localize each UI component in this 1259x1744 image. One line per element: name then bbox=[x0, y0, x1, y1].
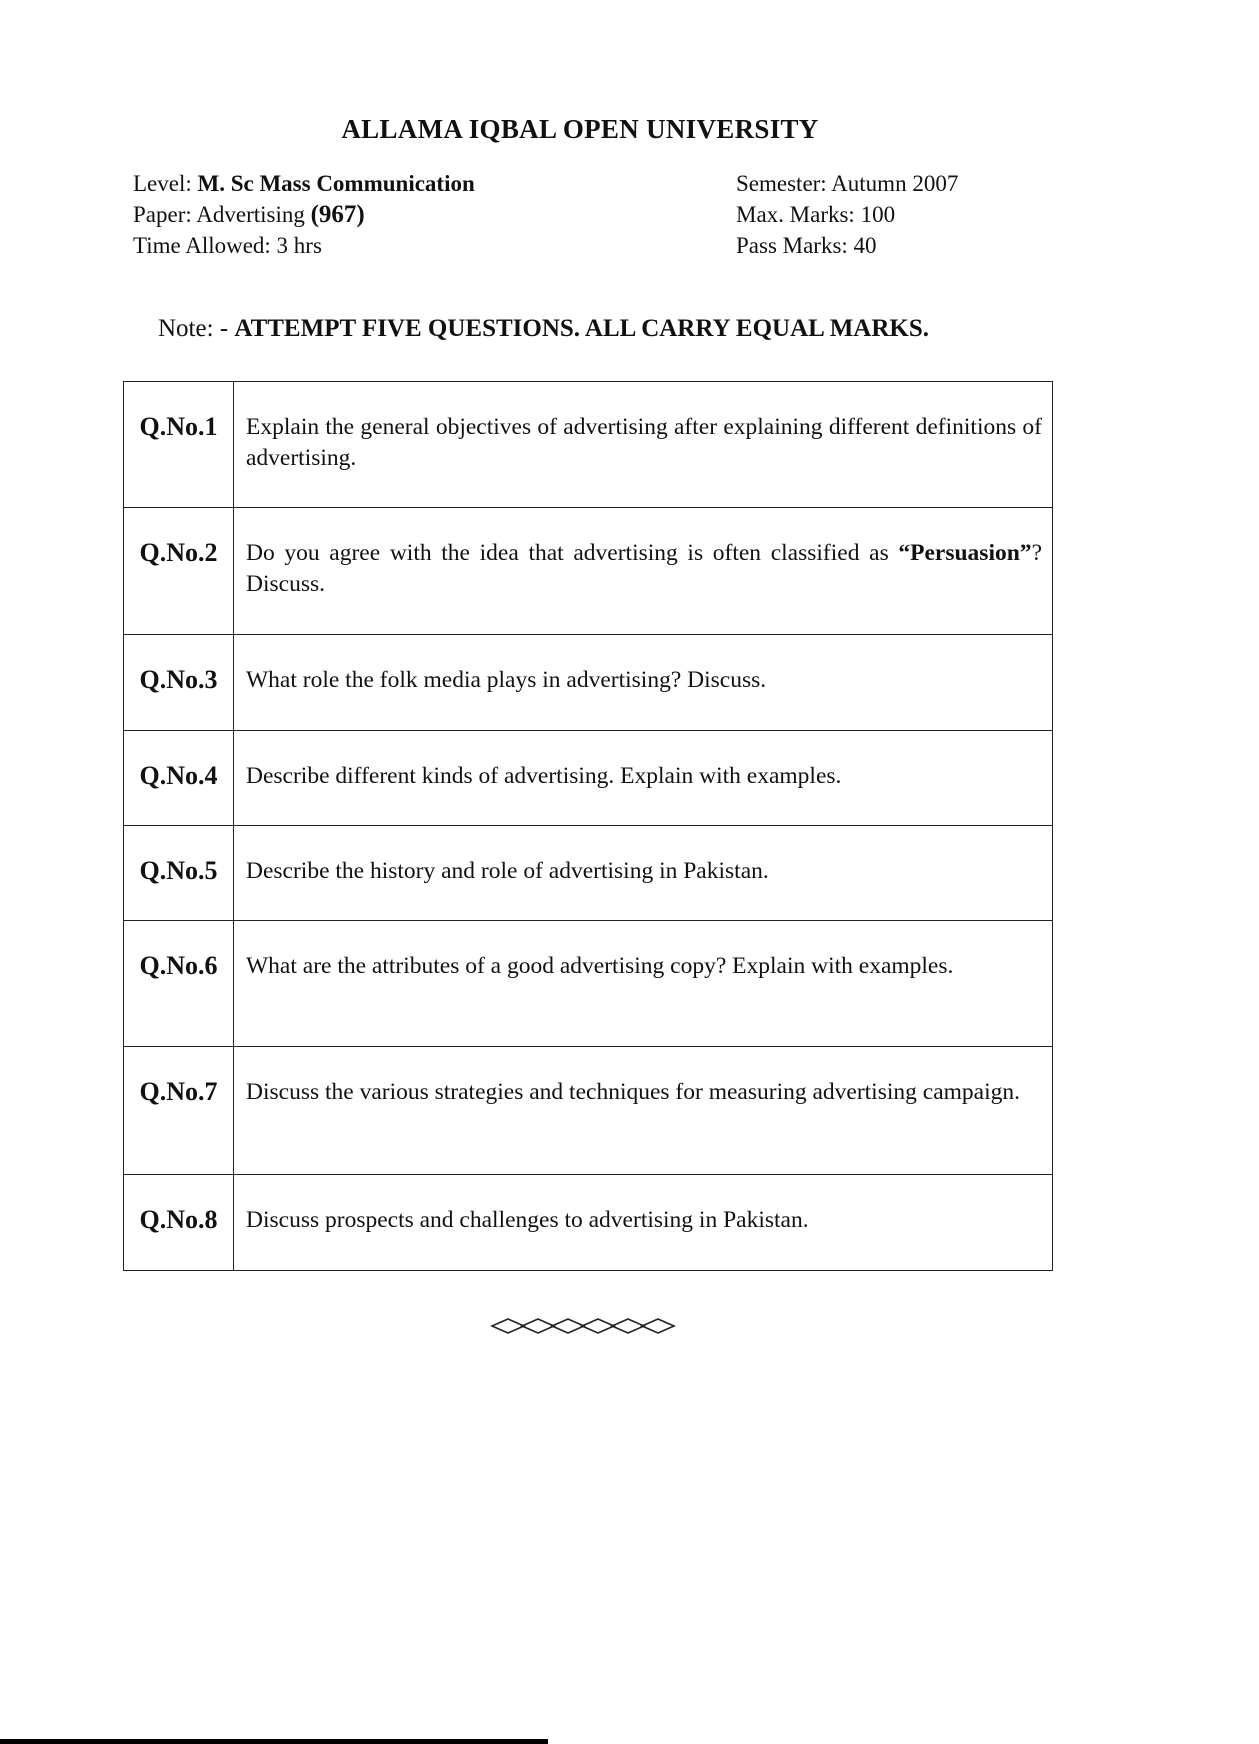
question-text: Describe different kinds of advertising. Explain with examples. bbox=[234, 731, 1053, 826]
diamond-chain-ornament-icon bbox=[490, 1316, 680, 1336]
question-text-part: Do you agree with the idea that advertising is often classified as bbox=[246, 540, 899, 566]
question-text-emphasis: “Persuasion” bbox=[898, 540, 1032, 566]
question-number: Q.No.8 bbox=[124, 1175, 234, 1271]
question-number: Q.No.2 bbox=[124, 508, 234, 635]
question-number: Q.No.3 bbox=[124, 635, 234, 731]
note-text: ATTEMPT FIVE QUESTIONS. ALL CARRY EQUAL MARKS. bbox=[234, 315, 929, 342]
question-row bbox=[124, 508, 1053, 635]
max-marks: Max. Marks: 100 bbox=[736, 202, 896, 227]
question-row bbox=[124, 1047, 1053, 1175]
question-text: Describe the history and role of advertising in Pakistan. bbox=[234, 826, 1053, 921]
paper-label: Paper: bbox=[133, 202, 192, 227]
question-row bbox=[124, 1175, 1053, 1271]
note-prefix: Note: - bbox=[158, 315, 235, 342]
question-text: What role the folk media plays in advertising? Discuss. bbox=[234, 635, 1053, 731]
paper-value: Advertising bbox=[196, 202, 305, 227]
question-number: Q.No.4 bbox=[124, 731, 234, 826]
question-row bbox=[124, 731, 1053, 826]
level-line bbox=[133, 168, 475, 199]
paper-code: (967) bbox=[310, 201, 365, 228]
question-number: Q.No.5 bbox=[124, 826, 234, 921]
level-label: Level: bbox=[133, 171, 192, 196]
exam-meta-right bbox=[736, 168, 958, 261]
university-title: ALLAMA IQBAL OPEN UNIVERSITY bbox=[341, 114, 819, 144]
question-number: Q.No.6 bbox=[124, 921, 234, 1047]
instruction-note bbox=[158, 315, 929, 343]
question-text bbox=[234, 508, 1053, 635]
question-row bbox=[124, 921, 1053, 1047]
time-allowed: Time Allowed: 3 hrs bbox=[133, 233, 322, 258]
question-number: Q.No.7 bbox=[124, 1047, 234, 1175]
exam-meta-left bbox=[133, 168, 475, 261]
question-row bbox=[124, 826, 1053, 921]
question-text: Explain the general objectives of advertising after explaining different definitions of advertising. bbox=[234, 382, 1053, 508]
paper-line bbox=[133, 199, 475, 230]
question-text: Discuss prospects and challenges to advertising in Pakistan. bbox=[234, 1175, 1053, 1271]
question-text-part: ? Discuss. bbox=[246, 540, 1042, 597]
question-row bbox=[124, 635, 1053, 731]
level-value: M. Sc Mass Communication bbox=[197, 171, 475, 196]
question-text: What are the attributes of a good advertising copy? Explain with examples. bbox=[234, 921, 1053, 1047]
questions-table bbox=[123, 381, 1053, 1271]
bottom-rule bbox=[0, 1739, 548, 1744]
question-row bbox=[124, 382, 1053, 508]
question-text: Discuss the various strategies and techniques for measuring advertising campaign. bbox=[234, 1047, 1053, 1175]
question-number: Q.No.1 bbox=[124, 382, 234, 508]
pass-marks: Pass Marks: 40 bbox=[736, 233, 877, 258]
semester: Semester: Autumn 2007 bbox=[736, 171, 959, 196]
